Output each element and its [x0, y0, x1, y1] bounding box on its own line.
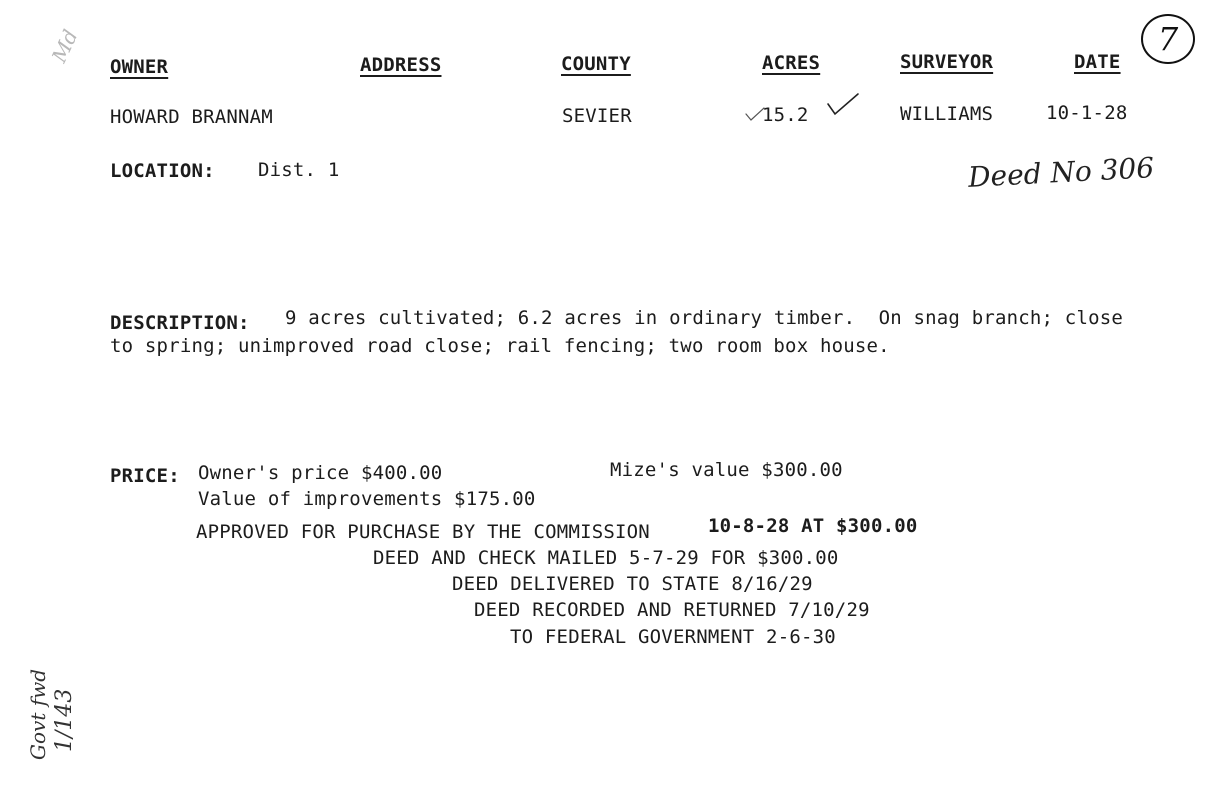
description-line-2: to spring; unimproved road close; rail fencing; two room box house. — [110, 335, 890, 357]
deed-number-handwritten: Deed No 306 — [967, 151, 1155, 194]
surveyor-value: WILLIAMS — [900, 103, 994, 125]
history-line-3: DEED RECORDED AND RETURNED 7/10/29 — [474, 599, 870, 621]
location-label: LOCATION: — [110, 160, 215, 182]
county-value: SEVIER — [562, 105, 632, 127]
history-line-1: DEED AND CHECK MAILED 5-7-29 FOR $300.00 — [373, 547, 839, 569]
margin-note-line-2: 1/143 — [52, 688, 77, 752]
tick-mark-icon — [744, 104, 766, 124]
description-label: DESCRIPTION: — [110, 312, 250, 334]
surveyor-header: SURVEYOR — [900, 51, 994, 73]
mizes-value: Mize's value $300.00 — [610, 459, 843, 481]
date-value: 10-1-28 — [1046, 102, 1128, 124]
address-header: ADDRESS — [360, 54, 442, 76]
owners-price: Owner's price $400.00 — [198, 462, 443, 484]
approved-date-amount: 10-8-28 AT $300.00 — [708, 515, 918, 537]
page-number: 7 — [1157, 20, 1179, 58]
description-line-1: 9 acres cultivated; 6.2 acres in ordinary timber. On snag branch; close — [285, 307, 1124, 329]
margin-note-line-1: Govt fwd — [26, 668, 50, 760]
history-line-4: TO FEDERAL GOVERNMENT 2-6-30 — [510, 626, 836, 648]
acres-value: 15.2 — [762, 104, 809, 126]
location-value: Dist. 1 — [258, 159, 340, 181]
improvements-value: Value of improvements $175.00 — [198, 488, 536, 510]
page-number-circle — [1141, 14, 1195, 64]
check-mark-icon — [826, 92, 860, 118]
acres-header: ACRES — [762, 52, 821, 74]
history-line-2: DEED DELIVERED TO STATE 8/16/29 — [452, 573, 813, 595]
price-label: PRICE: — [110, 465, 180, 487]
approved-statement: APPROVED FOR PURCHASE BY THE COMMISSION — [196, 521, 650, 543]
owner-header: OWNER — [110, 56, 169, 78]
county-header: COUNTY — [561, 53, 631, 75]
date-header: DATE — [1074, 51, 1121, 73]
owner-name: HOWARD BRANNAM — [110, 106, 273, 128]
corner-handwritten-mark: Md — [46, 25, 83, 67]
